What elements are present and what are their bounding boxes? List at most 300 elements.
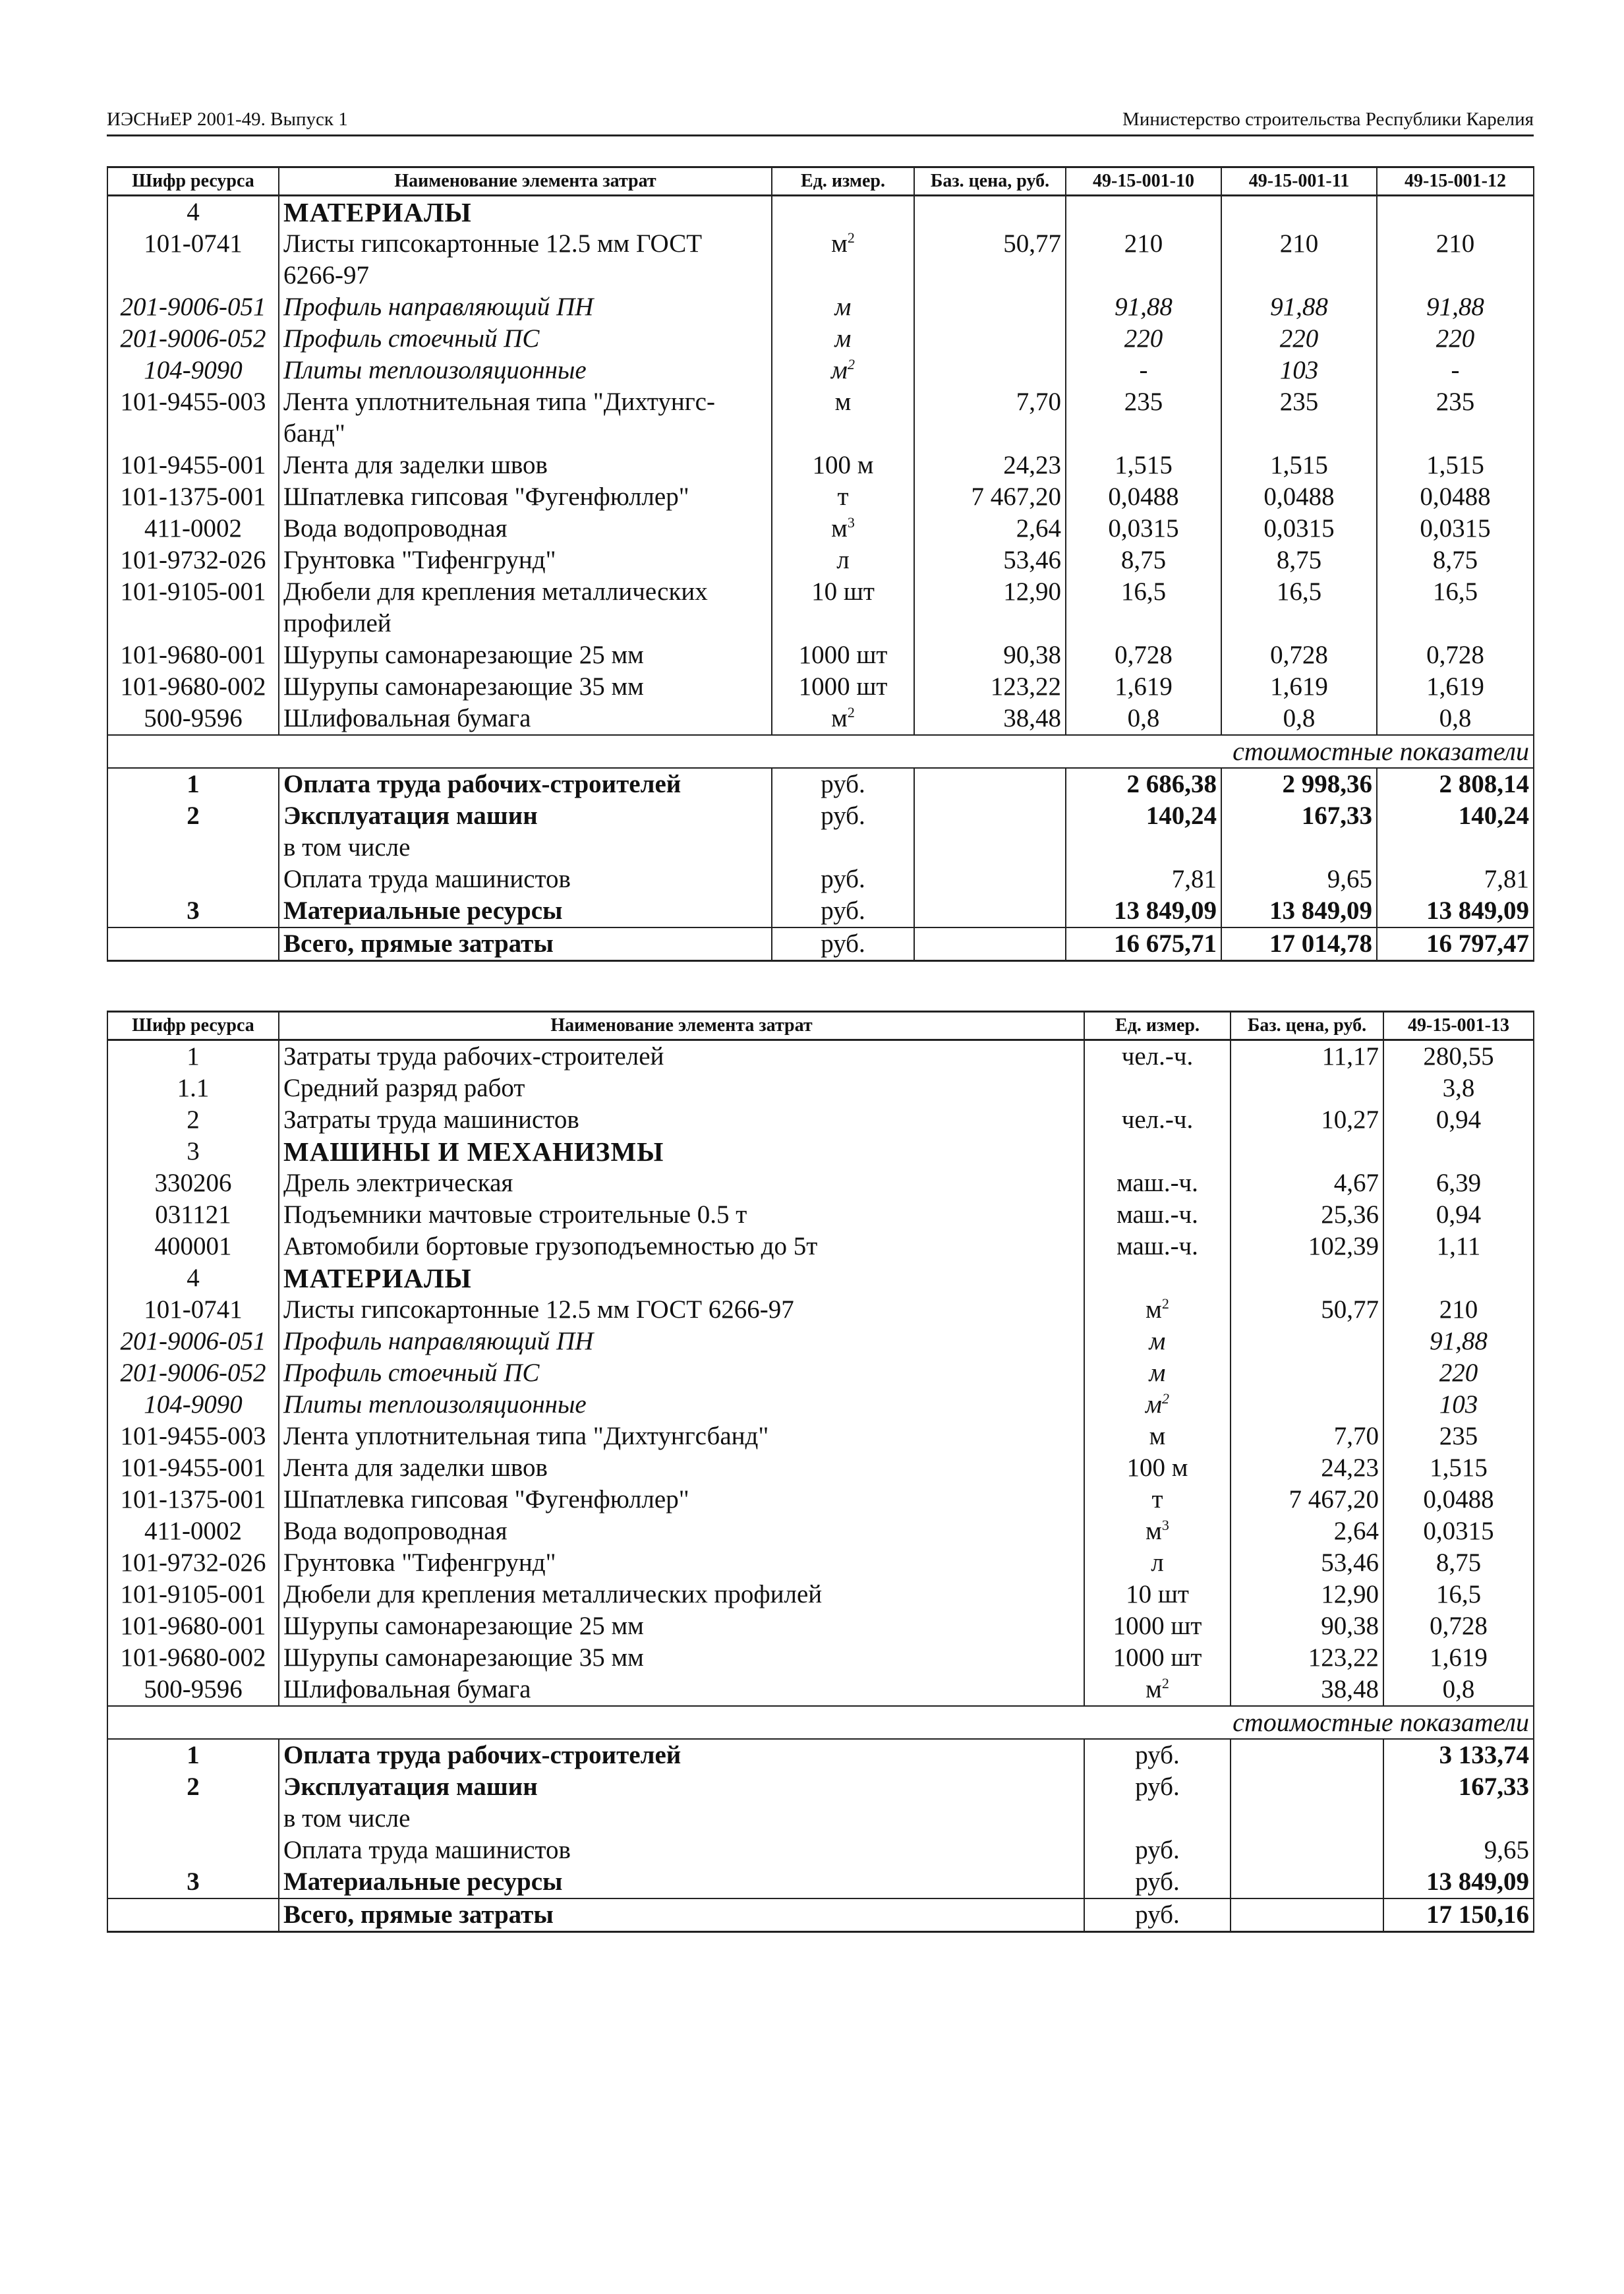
column-header: Ед. измер. — [772, 167, 914, 196]
resource-name: Грунтовка "Тифенгрунд" — [279, 544, 772, 576]
cost-heading: стоимостные показатели — [107, 1706, 1534, 1739]
table-row — [107, 1357, 1534, 1389]
value-49-15-001-12: 0,728 — [1377, 639, 1534, 671]
cost-row — [107, 800, 1534, 832]
cost-number: 3 — [107, 1866, 279, 1898]
cost-49-15-001-11: 13 849,09 — [1221, 895, 1377, 927]
resource-code: 101-9732-026 — [107, 544, 279, 576]
empty-cell — [772, 196, 914, 229]
cost-name: Материальные ресурсы — [279, 1866, 1084, 1898]
cost-number — [107, 1803, 279, 1835]
base-price — [1231, 1357, 1383, 1389]
cost-49-15-001-10: 16 675,71 — [1066, 927, 1221, 961]
table-row — [107, 1452, 1534, 1484]
resource-name: Профиль стоечный ПС — [279, 1357, 1084, 1389]
value-49-15-001-13: 280,55 — [1383, 1040, 1534, 1073]
resource-code: 101-9455-003 — [107, 1421, 279, 1452]
cost-row — [107, 832, 1534, 864]
empty-cell — [914, 895, 1066, 927]
cost-row — [107, 1771, 1534, 1803]
cost-unit: руб. — [1084, 1739, 1231, 1771]
empty-cell — [914, 864, 1066, 895]
resource-name: Листы гипсокартонные 12.5 мм ГОСТ 6266-97 — [279, 1294, 1084, 1326]
cost-name: Материальные ресурсы — [279, 895, 772, 927]
unit — [772, 671, 914, 703]
value-49-15-001-11: 91,88 — [1221, 291, 1377, 323]
value-49-15-001-12: 235 — [1377, 386, 1534, 450]
base-price: 38,48 — [914, 703, 1066, 735]
value-49-15-001-13: 0,94 — [1383, 1199, 1534, 1231]
unit — [1084, 1610, 1231, 1642]
resource-code: 101-9105-001 — [107, 576, 279, 639]
value-49-15-001-12: 0,0315 — [1377, 513, 1534, 544]
unit-text: 1000 шт — [1113, 1643, 1202, 1672]
value-49-15-001-11: 103 — [1221, 355, 1377, 386]
empty-cell — [1084, 1136, 1231, 1167]
unit: маш.-ч. — [1084, 1199, 1231, 1231]
cost-unit: руб. — [1084, 1835, 1231, 1866]
resource-name: Профиль стоечный ПС — [279, 323, 772, 355]
base-price: 90,38 — [1231, 1610, 1383, 1642]
cost-row — [107, 1739, 1534, 1771]
empty-cell — [1231, 1262, 1383, 1294]
table-row — [107, 1547, 1534, 1579]
unit — [1084, 1326, 1231, 1357]
empty-cell — [1231, 1771, 1383, 1803]
empty-cell — [914, 768, 1066, 800]
resource-code: 201-9006-052 — [107, 1357, 279, 1389]
column-header: Наименование элемента затрат — [279, 1012, 1084, 1040]
cost-name: Оплата труда машинистов — [279, 864, 772, 895]
cost-49-15-001-11: 2 998,36 — [1221, 768, 1377, 800]
resource-name: Затраты труда рабочих-строителей — [279, 1040, 1084, 1073]
cost-49-15-001-11: 17 014,78 — [1221, 927, 1377, 961]
cost-heading-row — [107, 735, 1534, 768]
cost-unit — [1084, 1803, 1231, 1835]
unit — [772, 703, 914, 735]
cost-name: Всего, прямые затраты — [279, 1898, 1084, 1932]
resource-code: 330206 — [107, 1167, 279, 1199]
ministry-name: Министерство строительства Республики Карелия — [1122, 109, 1534, 130]
unit: маш.-ч. — [1084, 1231, 1231, 1262]
value-49-15-001-10: - — [1066, 355, 1221, 386]
resource-name: Шпатлевка гипсовая "Фугенфюллер" — [279, 481, 772, 513]
base-price: 25,36 — [1231, 1199, 1383, 1231]
resource-code: 101-9455-001 — [107, 450, 279, 481]
unit — [1084, 1484, 1231, 1515]
value-49-15-001-11: 0,728 — [1221, 639, 1377, 671]
unit-text: 1000 шт — [1113, 1612, 1202, 1640]
cost-49-15-001-10 — [1066, 832, 1221, 864]
table-row — [107, 1515, 1534, 1547]
base-price: 123,22 — [914, 671, 1066, 703]
cost-49-15-001-11: 167,33 — [1221, 800, 1377, 832]
resource-name: Вода водопроводная — [279, 513, 772, 544]
cost-49-15-001-12: 2 808,14 — [1377, 768, 1534, 800]
table-row — [107, 1199, 1534, 1231]
unit — [1084, 1389, 1231, 1421]
unit-text: м — [834, 324, 852, 353]
value-49-15-001-11: 235 — [1221, 386, 1377, 450]
value-49-15-001-11: 210 — [1221, 228, 1377, 291]
unit-text: м — [834, 388, 852, 416]
value-49-15-001-13: 103 — [1383, 1389, 1534, 1421]
section-row-machines — [107, 1136, 1534, 1167]
value-49-15-001-10: 0,0315 — [1066, 513, 1221, 544]
empty-cell — [1383, 1262, 1534, 1294]
unit — [772, 450, 914, 481]
resource-code: 411-0002 — [107, 513, 279, 544]
base-price — [1231, 1389, 1383, 1421]
resource-code: 101-0741 — [107, 228, 279, 291]
cost-number — [107, 864, 279, 895]
cost-number: 1 — [107, 1739, 279, 1771]
cost-number — [107, 927, 279, 961]
value-49-15-001-13: 91,88 — [1383, 1326, 1534, 1357]
value-49-15-001-13: 8,75 — [1383, 1547, 1534, 1579]
column-header: Шифр ресурса — [107, 167, 279, 196]
unit-text: т — [837, 483, 849, 511]
table-row — [107, 1073, 1534, 1104]
table-row — [107, 481, 1534, 513]
value-49-15-001-12: 1,515 — [1377, 450, 1534, 481]
resource-name: Подъемники мачтовые строительные 0.5 т — [279, 1199, 1084, 1231]
table-row — [107, 513, 1534, 544]
table-row — [107, 1326, 1534, 1357]
base-price — [914, 355, 1066, 386]
cost-49-15-001-13: 9,65 — [1383, 1835, 1534, 1866]
resource-code: 201-9006-051 — [107, 291, 279, 323]
table-row — [107, 1389, 1534, 1421]
table-row — [107, 1294, 1534, 1326]
value-49-15-001-12: 16,5 — [1377, 576, 1534, 639]
empty-cell — [1377, 196, 1534, 229]
cost-49-15-001-13: 17 150,16 — [1383, 1898, 1534, 1932]
unit — [772, 639, 914, 671]
column-header: 49-15-001-10 — [1066, 167, 1221, 196]
resource-code: 201-9006-051 — [107, 1326, 279, 1357]
cost-name: Оплата труда машинистов — [279, 1835, 1084, 1866]
unit-exponent: 3 — [847, 514, 855, 531]
base-price — [1231, 1326, 1383, 1357]
table-row — [107, 323, 1534, 355]
value-49-15-001-11: 220 — [1221, 323, 1377, 355]
resource-name: Лента для заделки швов — [279, 1452, 1084, 1484]
cost-unit: руб. — [772, 768, 914, 800]
section-title: МАТЕРИАЛЫ — [279, 1262, 1084, 1294]
cost-49-15-001-12: 140,24 — [1377, 800, 1534, 832]
value-49-15-001-13: 1,515 — [1383, 1452, 1534, 1484]
cost-unit: руб. — [772, 895, 914, 927]
column-header: Баз. цена, руб. — [1231, 1012, 1383, 1040]
unit-text: м — [831, 229, 848, 258]
value-49-15-001-10: 235 — [1066, 386, 1221, 450]
resource-code: 500-9596 — [107, 703, 279, 735]
base-price: 38,48 — [1231, 1674, 1383, 1706]
section-title: МАШИНЫ И МЕХАНИЗМЫ — [279, 1136, 1084, 1167]
cost-49-15-001-10: 13 849,09 — [1066, 895, 1221, 927]
column-header: 49-15-001-13 — [1383, 1012, 1534, 1040]
unit — [772, 355, 914, 386]
table-row — [107, 1484, 1534, 1515]
resource-name: Шурупы самонарезающие 35 мм — [279, 1642, 1084, 1674]
cost-49-15-001-12: 7,81 — [1377, 864, 1534, 895]
cost-number — [107, 1835, 279, 1866]
resource-code: 101-9455-001 — [107, 1452, 279, 1484]
table-row — [107, 576, 1534, 639]
unit-text: 10 шт — [1126, 1580, 1189, 1608]
resource-name: Грунтовка "Тифенгрунд" — [279, 1547, 1084, 1579]
unit — [1084, 1294, 1231, 1326]
cost-49-15-001-11 — [1221, 832, 1377, 864]
table-header-row — [107, 1012, 1534, 1040]
resource-name: Дюбели для крепления металлических профилей — [279, 1579, 1084, 1610]
resource-code: 411-0002 — [107, 1515, 279, 1547]
cost-unit: руб. — [772, 800, 914, 832]
resource-name: Листы гипсокартонные 12.5 мм ГОСТ 6266-97 — [279, 228, 772, 291]
value-49-15-001-10: 1,619 — [1066, 671, 1221, 703]
value-49-15-001-13: 1,619 — [1383, 1642, 1534, 1674]
cost-49-15-001-11: 9,65 — [1221, 864, 1377, 895]
cost-49-15-001-12: 13 849,09 — [1377, 895, 1534, 927]
table-row — [107, 1674, 1534, 1706]
unit — [1084, 1547, 1231, 1579]
unit — [772, 291, 914, 323]
cost-number: 2 — [107, 800, 279, 832]
base-price: 123,22 — [1231, 1642, 1383, 1674]
value-49-15-001-12: - — [1377, 355, 1534, 386]
cost-unit: руб. — [1084, 1898, 1231, 1932]
unit-exponent: 2 — [1161, 1390, 1169, 1407]
value-49-15-001-12: 0,8 — [1377, 703, 1534, 735]
empty-cell — [914, 832, 1066, 864]
cost-49-15-001-10: 7,81 — [1066, 864, 1221, 895]
unit-exponent: 2 — [847, 704, 855, 721]
value-49-15-001-13: 235 — [1383, 1421, 1534, 1452]
table-row — [107, 355, 1534, 386]
value-49-15-001-12: 220 — [1377, 323, 1534, 355]
base-price: 50,77 — [1231, 1294, 1383, 1326]
resource-name: Лента уплотнительная типа "Дихтунгсбанд" — [279, 1421, 1084, 1452]
value-49-15-001-11: 1,619 — [1221, 671, 1377, 703]
value-49-15-001-13: 1,11 — [1383, 1231, 1534, 1262]
table-header-row — [107, 167, 1534, 196]
value-49-15-001-11: 0,8 — [1221, 703, 1377, 735]
cost-number — [107, 1898, 279, 1932]
column-header: Наименование элемента затрат — [279, 167, 772, 196]
resource-name: Плиты теплоизоляционные — [279, 1389, 1084, 1421]
empty-cell — [1231, 1803, 1383, 1835]
resource-code: 101-9105-001 — [107, 1579, 279, 1610]
value-49-15-001-10: 1,515 — [1066, 450, 1221, 481]
unit-text: 100 м — [812, 451, 874, 479]
unit-text: 1000 шт — [798, 641, 888, 669]
value-49-15-001-13: 210 — [1383, 1294, 1534, 1326]
value-49-15-001-12: 1,619 — [1377, 671, 1534, 703]
empty-cell — [1231, 1739, 1383, 1771]
unit-text: 10 шт — [811, 577, 875, 606]
cost-number — [107, 832, 279, 864]
cost-name: Всего, прямые затраты — [279, 927, 772, 961]
unit-text: 100 м — [1126, 1454, 1188, 1482]
empty-cell — [1221, 196, 1377, 229]
unit-text: м — [1149, 1327, 1166, 1355]
unit-text: м — [1146, 1517, 1162, 1545]
cost-name: Эксплуатация машин — [279, 800, 772, 832]
cost-unit: руб. — [772, 864, 914, 895]
value-49-15-001-10: 0,0488 — [1066, 481, 1221, 513]
unit: маш.-ч. — [1084, 1167, 1231, 1199]
value-49-15-001-13: 0,94 — [1383, 1104, 1534, 1136]
resource-code: 400001 — [107, 1231, 279, 1262]
value-49-15-001-13: 0,728 — [1383, 1610, 1534, 1642]
empty-cell — [1231, 1866, 1383, 1898]
value-49-15-001-11: 1,515 — [1221, 450, 1377, 481]
empty-cell — [914, 800, 1066, 832]
section-number: 4 — [107, 1262, 279, 1294]
column-header: Ед. измер. — [1084, 1012, 1231, 1040]
table-row — [107, 1421, 1534, 1452]
cost-name: Оплата труда рабочих-строителей — [279, 768, 772, 800]
resource-code: 101-9680-002 — [107, 1642, 279, 1674]
value-49-15-001-10: 91,88 — [1066, 291, 1221, 323]
base-price: 90,38 — [914, 639, 1066, 671]
unit-text: м — [1149, 1359, 1166, 1387]
value-49-15-001-10: 16,5 — [1066, 576, 1221, 639]
resource-name: Затраты труда машинистов — [279, 1104, 1084, 1136]
cost-name: Оплата труда рабочих-строителей — [279, 1739, 1084, 1771]
base-price: 4,67 — [1231, 1167, 1383, 1199]
cost-row — [107, 1866, 1534, 1898]
cost-row — [107, 927, 1534, 961]
empty-cell — [1231, 1136, 1383, 1167]
unit — [1084, 1421, 1231, 1452]
empty-cell — [1231, 1835, 1383, 1866]
base-price: 53,46 — [914, 544, 1066, 576]
cost-row — [107, 1803, 1534, 1835]
base-price: 7 467,20 — [1231, 1484, 1383, 1515]
base-price: 2,64 — [914, 513, 1066, 544]
table-row — [107, 639, 1534, 671]
cost-49-15-001-10: 2 686,38 — [1066, 768, 1221, 800]
base-price: 10,27 — [1231, 1104, 1383, 1136]
unit-text: м — [1146, 1675, 1162, 1703]
cost-49-15-001-13 — [1383, 1803, 1534, 1835]
table-row — [107, 450, 1534, 481]
column-header: 49-15-001-12 — [1377, 167, 1534, 196]
section-number: 3 — [107, 1136, 279, 1167]
cost-unit — [772, 832, 914, 864]
resource-name: Вода водопроводная — [279, 1515, 1084, 1547]
base-price: 7,70 — [914, 386, 1066, 450]
base-price: 24,23 — [914, 450, 1066, 481]
value-49-15-001-11: 8,75 — [1221, 544, 1377, 576]
value-49-15-001-10: 0,8 — [1066, 703, 1221, 735]
section-row-materials — [107, 1262, 1534, 1294]
value-49-15-001-13: 0,8 — [1383, 1674, 1534, 1706]
resource-code: 101-9680-002 — [107, 671, 279, 703]
value-49-15-001-13: 220 — [1383, 1357, 1534, 1389]
unit-exponent: 2 — [1161, 1295, 1169, 1312]
unit — [1084, 1642, 1231, 1674]
table-row — [107, 1104, 1534, 1136]
resource-code: 101-0741 — [107, 1294, 279, 1326]
empty-cell — [1066, 196, 1221, 229]
value-49-15-001-11: 16,5 — [1221, 576, 1377, 639]
unit-text: м — [1149, 1422, 1166, 1450]
resource-code: 1 — [107, 1040, 279, 1073]
resource-name: Профиль направляющий ПН — [279, 1326, 1084, 1357]
resource-code: 101-9732-026 — [107, 1547, 279, 1579]
value-49-15-001-12: 91,88 — [1377, 291, 1534, 323]
unit-text: 1000 шт — [798, 672, 888, 701]
cost-unit: руб. — [772, 927, 914, 961]
resource-name: Лента для заделки швов — [279, 450, 772, 481]
cost-row — [107, 895, 1534, 927]
unit — [772, 228, 914, 291]
base-price: 7,70 — [1231, 1421, 1383, 1452]
cost-49-15-001-10: 140,24 — [1066, 800, 1221, 832]
base-price: 7 467,20 — [914, 481, 1066, 513]
cost-row — [107, 768, 1534, 800]
unit — [1084, 1579, 1231, 1610]
resource-code: 1.1 — [107, 1073, 279, 1104]
resource-name: Плиты теплоизоляционные — [279, 355, 772, 386]
page-header — [107, 104, 1534, 136]
resource-name: Профиль направляющий ПН — [279, 291, 772, 323]
unit-exponent: 2 — [847, 356, 855, 372]
value-49-15-001-13: 0,0315 — [1383, 1515, 1534, 1547]
resource-name: Автомобили бортовые грузоподъемностью до 5т — [279, 1231, 1084, 1262]
empty-cell — [914, 196, 1066, 229]
cost-number: 2 — [107, 1771, 279, 1803]
cost-49-15-001-13: 3 133,74 — [1383, 1739, 1534, 1771]
value-49-15-001-12: 0,0488 — [1377, 481, 1534, 513]
unit-text: т — [1151, 1485, 1163, 1514]
base-price: 11,17 — [1231, 1040, 1383, 1073]
value-49-15-001-13: 3,8 — [1383, 1073, 1534, 1104]
base-price: 2,64 — [1231, 1515, 1383, 1547]
column-header: 49-15-001-11 — [1221, 167, 1377, 196]
cost-name: Эксплуатация машин — [279, 1771, 1084, 1803]
base-price — [914, 291, 1066, 323]
cost-49-15-001-12 — [1377, 832, 1534, 864]
resource-name: Лента уплотнительная типа "Дихтунгс-банд" — [279, 386, 772, 450]
base-price: 102,39 — [1231, 1231, 1383, 1262]
column-header: Шифр ресурса — [107, 1012, 279, 1040]
resource-name: Шлифовальная бумага — [279, 703, 772, 735]
unit — [772, 544, 914, 576]
resource-name: Дрель электрическая — [279, 1167, 1084, 1199]
base-price: 12,90 — [1231, 1579, 1383, 1610]
unit — [772, 513, 914, 544]
table-row — [107, 1610, 1534, 1642]
table-row — [107, 671, 1534, 703]
unit: чел.-ч. — [1084, 1104, 1231, 1136]
table-row — [107, 1040, 1534, 1073]
base-price: 53,46 — [1231, 1547, 1383, 1579]
resource-name: Шурупы самонарезающие 25 мм — [279, 1610, 1084, 1642]
value-49-15-001-12: 8,75 — [1377, 544, 1534, 576]
unit — [1084, 1674, 1231, 1706]
value-49-15-001-10: 0,728 — [1066, 639, 1221, 671]
resource-code: 101-1375-001 — [107, 481, 279, 513]
section-title: МАТЕРИАЛЫ — [279, 196, 772, 229]
resource-name: Шпатлевка гипсовая "Фугенфюллер" — [279, 1484, 1084, 1515]
cost-name: в том числе — [279, 1803, 1084, 1835]
unit — [772, 386, 914, 450]
resource-name: Шурупы самонарезающие 25 мм — [279, 639, 772, 671]
